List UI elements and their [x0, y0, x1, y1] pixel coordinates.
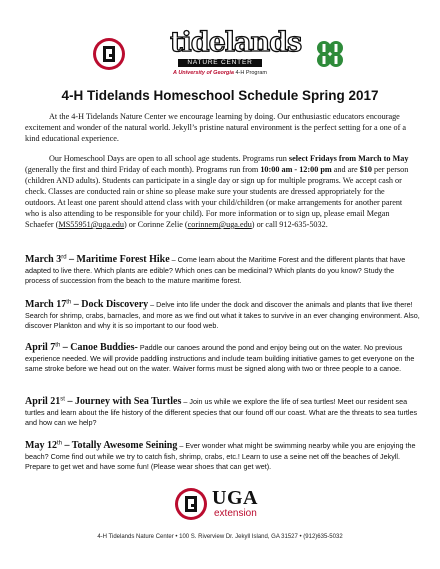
tidelands-logo [170, 27, 302, 80]
email-link-corinne[interactable]: corinnem@uga.edu [187, 220, 252, 229]
tidelands-wordmark: tidelands [170, 27, 302, 58]
event-description: Ever wonder what might be swimming nearby while you are enjoying the beach? Come find out while we try to catch fish, shrimp, crabs, etc.! Learn to use a seine net off the beaches of Jekyll. Prepare to get wet and have some fun! (Please wear shoes that can get wet). [25, 441, 416, 471]
extension-wordmark: extension [214, 508, 257, 519]
event-title: Dock Discovery [81, 299, 149, 310]
event-maritime-forest-hike: March 3rd – Maritime Forest Hike – Come learn about the Maritime Forest and the different plants that have adapted to live there. Which plants are edible? Which ones can be medicinal? Which plants do you know? Study the process of succession from the beach to the mature maritime forest. [25, 254, 406, 285]
event-description: Join us while we explore the life of sea turtles! Meet our resident sea turtles and learn about the life history of the different species that our found off our coast. What are the threats to sea turtles and how can we help? [25, 397, 418, 427]
event-totally-awesome-seining: May 12th – Totally Awesome Seining – Ever wonder what might be swimming nearby while you are enjoying the beach? Come find out while we try to catch fish, shrimp, crabs, etc.! Learn to use a seine net off the beaches of Jekyll. Prepare to get wet and have some fun! (Please wear shoes that can get wet). [25, 440, 416, 471]
event-description: Paddle our canoes around the pond and enjoy being out on the water. No previous experience needed. We will provide paddling instructions and include team building initiative games to get everyone on the same stroke before we head out on the water. Waiver forms must be signed along with two or three people to a canoe. [25, 343, 415, 373]
details-paragraph: Our Homeschool Days are open to all school age students. Programs run select Fridays from March to May (generally the first and third Friday of each month). Programs run from 10:00 am - 12:00 pm and are $10 per person (children AND adults). Students can participate in a single day or sign up for multiple programs. We accept cash or check. Classes are conducted rain or shine so please make sure your students are dressed appropriately for the outdoors. At least one parent should attend class with your child/children (or make arrangements for another parent who is also attending to be responsible for your child). For more information or to sign up, please email Megan Schaefer (MS55951@uga.edu) or Corinne Zelie (corinnem@uga.edu) or call 912-635-5032. [25, 154, 409, 229]
uga-g-icon [92, 37, 126, 71]
uga-g-icon [174, 487, 208, 521]
uga-extension-logo [174, 486, 294, 522]
event-description: Come learn about the Maritime Forest and the different plants that have adapted to live there. Which plants are edible? Which ones can be medicinal? Which plants do you know? Study the process of succession from the beach to the mature maritime forest. [25, 255, 406, 285]
event-title: Totally Awesome Seining [71, 440, 178, 451]
event-title: Journey with Sea Turtles [74, 396, 182, 407]
4h-clover-icon [313, 37, 347, 71]
event-title: Canoe Buddies- [70, 342, 138, 353]
uga-wordmark: UGA [212, 487, 258, 509]
page-title: 4-H Tidelands Homeschool Schedule Spring 2017 [61, 88, 379, 103]
email-link-megan[interactable]: MS55951@uga.edu [58, 220, 124, 229]
event-journey-with-sea-turtles: April 21st – Journey with Sea Turtles – Join us while we explore the life of sea turtles! Meet our resident sea turtles and learn about the life history of the different species that our found off our coast. What are the threats to sea turtles and how can we help? [25, 396, 418, 427]
event-canoe-buddies: April 7th – Canoe Buddies- Paddle our canoes around the pond and enjoy being out on the water. No previous experience needed. We will provide paddling instructions and include team building initiative games to get everyone on the same stroke before we head out on the water. Waiver forms must be signed along with two or three people to a canoe. [25, 342, 415, 373]
event-description: Delve into life under the dock and discover the animals and plants that live there! Search for shrimp, crabs, barnacles, and more as we find out what it takes to survive in an ever changing environment. Also, discover Plankton and why it is so important to our food web. [25, 300, 420, 330]
program-tagline: A University of Georgia 4-H Program [173, 70, 267, 76]
nature-center-banner: NATURE CENTER [178, 59, 262, 67]
intro-paragraph: At the 4-H Tidelands Nature Center we encourage learning by doing. Our enthusiastic educators encourage excitement and wonder of the natural world. Jekyll’s pristine natural environment is the perfect setting for a one of a kind educational experience. [25, 112, 407, 143]
event-dock-discovery: March 17th – Dock Discovery – Delve into life under the dock and discover the animals and plants that live there! Search for shrimp, crabs, barnacles, and more as we find out what it takes to survive in an ever changing environment. Also, discover Plankton and why it is so important to our food web. [25, 299, 420, 330]
event-title: Maritime Forest Hike [76, 254, 170, 265]
footer-address: 4-H Tidelands Nature Center • 100 S. Riverview Dr. Jekyll Island, GA 31527 • (912)635-5032 [97, 534, 343, 540]
